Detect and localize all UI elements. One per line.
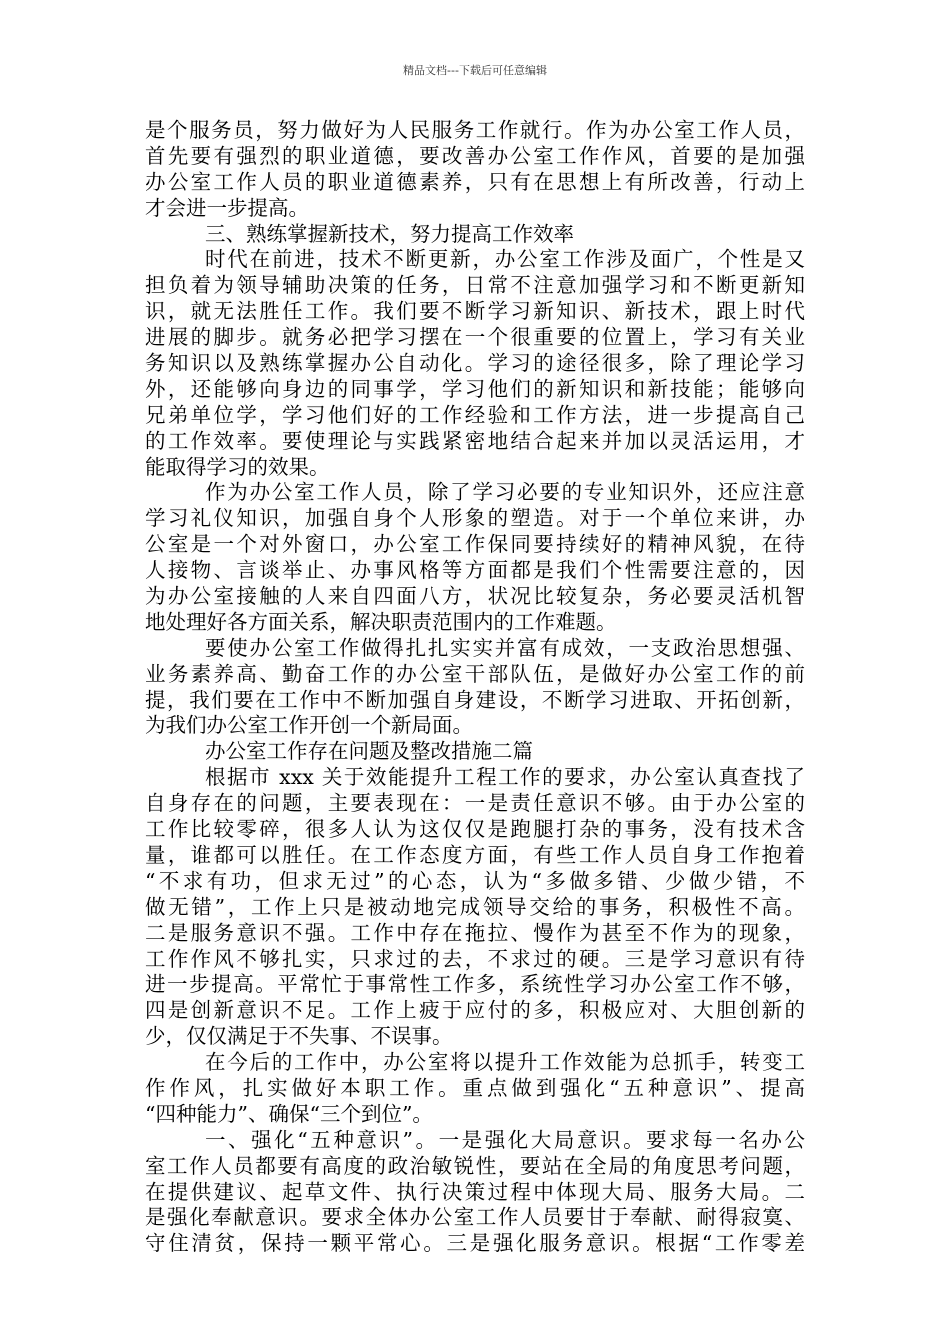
text-line: 能取得学习的效果。 [145, 454, 330, 479]
text-line: 识，就无法胜任工作。我们要不断学习新知识、新技术，跟上时代 [145, 299, 805, 324]
text-line: 进一步提高。平常忙于事常性工作多，系统性学习办公室工作不够， [145, 972, 805, 997]
text-line: 才会进一步提高。 [145, 195, 309, 220]
text-line: 守住清贫，保持一颗平常心。三是强化服务意识。根据“工作零差 [145, 1231, 805, 1256]
text-line: 量，谁都可以胜任。在工作态度方面，有些工作人员自身工作抱着 [145, 842, 805, 867]
text-line: 为我们办公室工作开创一个新局面。 [145, 713, 473, 738]
text-line: 务知识以及熟练掌握办公自动化。学习的途径很多，除了理论学习 [145, 351, 805, 376]
text-line: 四是创新意识不足。工作上疲于应付的多，积极应对、大胆创新的 [145, 998, 805, 1023]
text-line: 室工作人员都要有高度的政治敏锐性，要站在全局的角度思考问题， [145, 1153, 805, 1178]
text-line: 为办公室接触的人来自四面八方，状况比较复杂，务必要灵活机智 [145, 584, 805, 609]
text-line: 时代在前进，技术不断更新，办公室工作涉及面广，个性是又 [205, 247, 805, 272]
text-line: 要使办公室工作做得扎扎实实并富有成效，一支政治思想强、 [205, 635, 805, 660]
text-line: 三、熟练掌握新技术，努力提高工作效率 [205, 221, 574, 246]
text-line: 公室是一个对外窗口，办公室工作保同要持续好的精神风貌，在待 [145, 532, 805, 557]
page-header: 精品文档---下载后可任意编辑 [403, 64, 547, 77]
text-line: 作作风，扎实做好本职工作。重点做到强化“五种意识”、提高 [145, 1075, 805, 1100]
text-line: 一、强化“五种意识”。一是强化大局意识。要求每一名办公 [205, 1127, 805, 1152]
text-line: 外，还能够向身边的同事学，学习他们的新知识和新技能；能够向 [145, 376, 805, 401]
text-line: 进展的脚步。就务必把学习摆在一个很重要的位置上，学习有关业 [145, 325, 805, 350]
text-line: 做无错”，工作上只是被动地完成领导交给的事务，积极性不高。 [145, 894, 805, 919]
text-line: 办公室工作人员的职业道德素养，只有在思想上有所改善，行动上 [145, 169, 805, 194]
text-line: 二是服务意识不强。工作中存在拖拉、慢作为甚至不作为的现象， [145, 920, 805, 945]
text-line: “不求有功，但求无过”的心态，认为“多做多错、少做少错，不 [145, 868, 805, 893]
text-line: 提，我们要在工作中不断加强自身建设，不断学习进取、开拓创新， [145, 687, 805, 712]
text-line: 自身存在的问题，主要表现在：一是责任意识不够。由于办公室的 [145, 791, 805, 816]
text-line: 作为办公室工作人员，除了学习必要的专业知识外，还应注意 [205, 480, 805, 505]
text-line: 办公室工作存在问题及整改措施二篇 [205, 739, 533, 764]
text-line: 少，仅仅满足于不失事、不误事。 [145, 1024, 453, 1049]
text-line: 是强化奉献意识。要求全体办公室工作人员要甘于奉献、耐得寂寞、 [145, 1205, 805, 1230]
text-line: 人接物、言谈举止、办事风格等方面都是我们个性需要注意的，因 [145, 558, 805, 583]
text-line: 在提供建议、起草文件、执行决策过程中体现大局、服务大局。二 [145, 1179, 805, 1204]
text-line: 首先要有强烈的职业道德，要改善办公室工作作风，首要的是加强 [145, 143, 805, 168]
text-line: “四种能力”、确保“三个到位”。 [145, 1101, 433, 1126]
text-line: 是个服务员，努力做好为人民服务工作就行。作为办公室工作人员， [145, 118, 805, 142]
text-line: 地处理好各方面关系，解决职责范围内的工作难题。 [145, 609, 617, 634]
text-line: 根据市 xxx 关于效能提升工程工作的要求，办公室认真查找了 [205, 765, 805, 790]
text-line: 业务素养高、勤奋工作的办公室干部队伍，是做好办公室工作的前 [145, 661, 805, 686]
text-line: 担负着为领导辅助决策的任务，日常不注意加强学习和不断更新知 [145, 273, 805, 298]
text-line: 工作比较零碎，很多人认为这仅仅是跑腿打杂的事务，没有技术含 [145, 817, 805, 842]
text-line: 工作作风不够扎实，只求过的去，不求过的硬。三是学习意识有待 [145, 946, 805, 971]
text-line: 兄弟单位学，学习他们好的工作经验和工作方法，进一步提高自己 [145, 402, 805, 427]
document-body [145, 118, 805, 1257]
text-line: 在今后的工作中，办公室将以提升工作效能为总抓手，转变工 [205, 1050, 805, 1075]
text-line: 学习礼仪知识，加强自身个人形象的塑造。对于一个单位来讲，办 [145, 506, 805, 531]
text-line: 的工作效率。要使理论与实践紧密地结合起来并加以灵活运用，才 [145, 428, 805, 453]
